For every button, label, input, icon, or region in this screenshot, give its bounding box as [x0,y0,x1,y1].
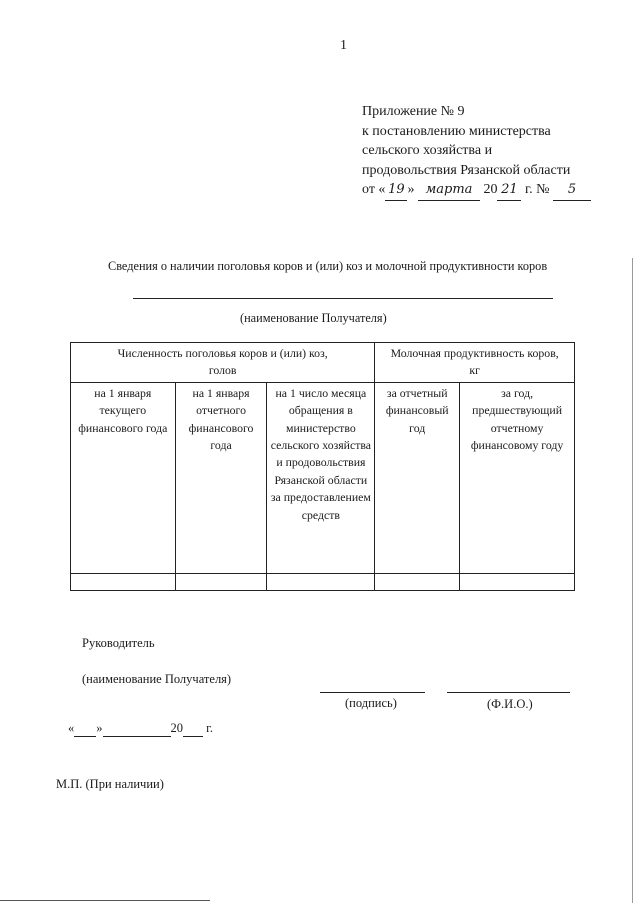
recipient-label: (наименование Получателя) [82,672,232,686]
column-header-row [71,382,575,573]
date-line [68,721,213,737]
data-cell-2[interactable] [175,573,267,590]
col-header-previous-yield: за год, предшествующий отчетному финансовому году [460,382,575,573]
col-header-reporting-year: на 1 января отчетного финансового года [175,382,267,573]
page-number: 1 [340,38,347,53]
col-header-application-month: на 1 число месяца обращения в министерство сельского хозяйства и продовольствия Рязанской области за предоставлением средств [267,382,375,573]
fio-caption: (Ф.И.О.) [487,697,533,711]
data-cell-4[interactable] [375,573,460,590]
date-year-suffix: 21 [497,180,521,201]
date-year-label: г. № [524,182,550,198]
date-quote: » [407,182,415,198]
date-year-prefix: 20 [483,182,498,198]
appendix-line-3: сельского хозяйства и [362,143,493,159]
date-month: марта [418,180,480,201]
appendix-date-line [362,180,612,201]
date-line-open: « [68,721,75,735]
data-table [70,342,575,591]
data-row [71,573,575,590]
scan-edge [632,258,633,903]
doc-number: 5 [553,180,591,201]
head-label: Руководитель [82,636,155,650]
date-line-close: » [96,721,103,735]
appendix-line-4: продовольствия Рязанской области [362,162,571,178]
recipient-caption: (наименование Получателя) [240,311,387,325]
data-cell-1[interactable] [71,573,176,590]
date-day: 19 [385,180,407,201]
stamp-label: М.П. (При наличии) [56,777,164,791]
signature-line [320,692,425,693]
group-header-row [71,343,575,383]
date-line-year: 20 [170,721,183,735]
data-cell-5[interactable] [460,573,575,590]
appendix-line-1: Приложение № 9 [362,104,465,119]
date-prefix: от « [362,182,386,198]
group2-header: Молочная продуктивность коров, кг [375,343,575,383]
group1-header: Численность поголовья коров и (или) коз, голов [71,343,375,383]
bottom-rule [0,900,210,901]
data-cell-3[interactable] [267,573,375,590]
document-title: Сведения о наличии поголовья коров и (или) коз и молочной продуктивности коров [108,259,548,273]
signature-caption: (подпись) [345,696,397,710]
recipient-name-line [133,298,553,299]
col-header-current-year: на 1 января текущего финансового года [71,382,176,573]
appendix-block [362,102,612,201]
appendix-line-2: к постановлению министерства [362,123,551,139]
fio-line [447,692,570,693]
date-line-g: г. [206,721,213,735]
col-header-reporting-yield: за отчетный финансовый год [375,382,460,573]
